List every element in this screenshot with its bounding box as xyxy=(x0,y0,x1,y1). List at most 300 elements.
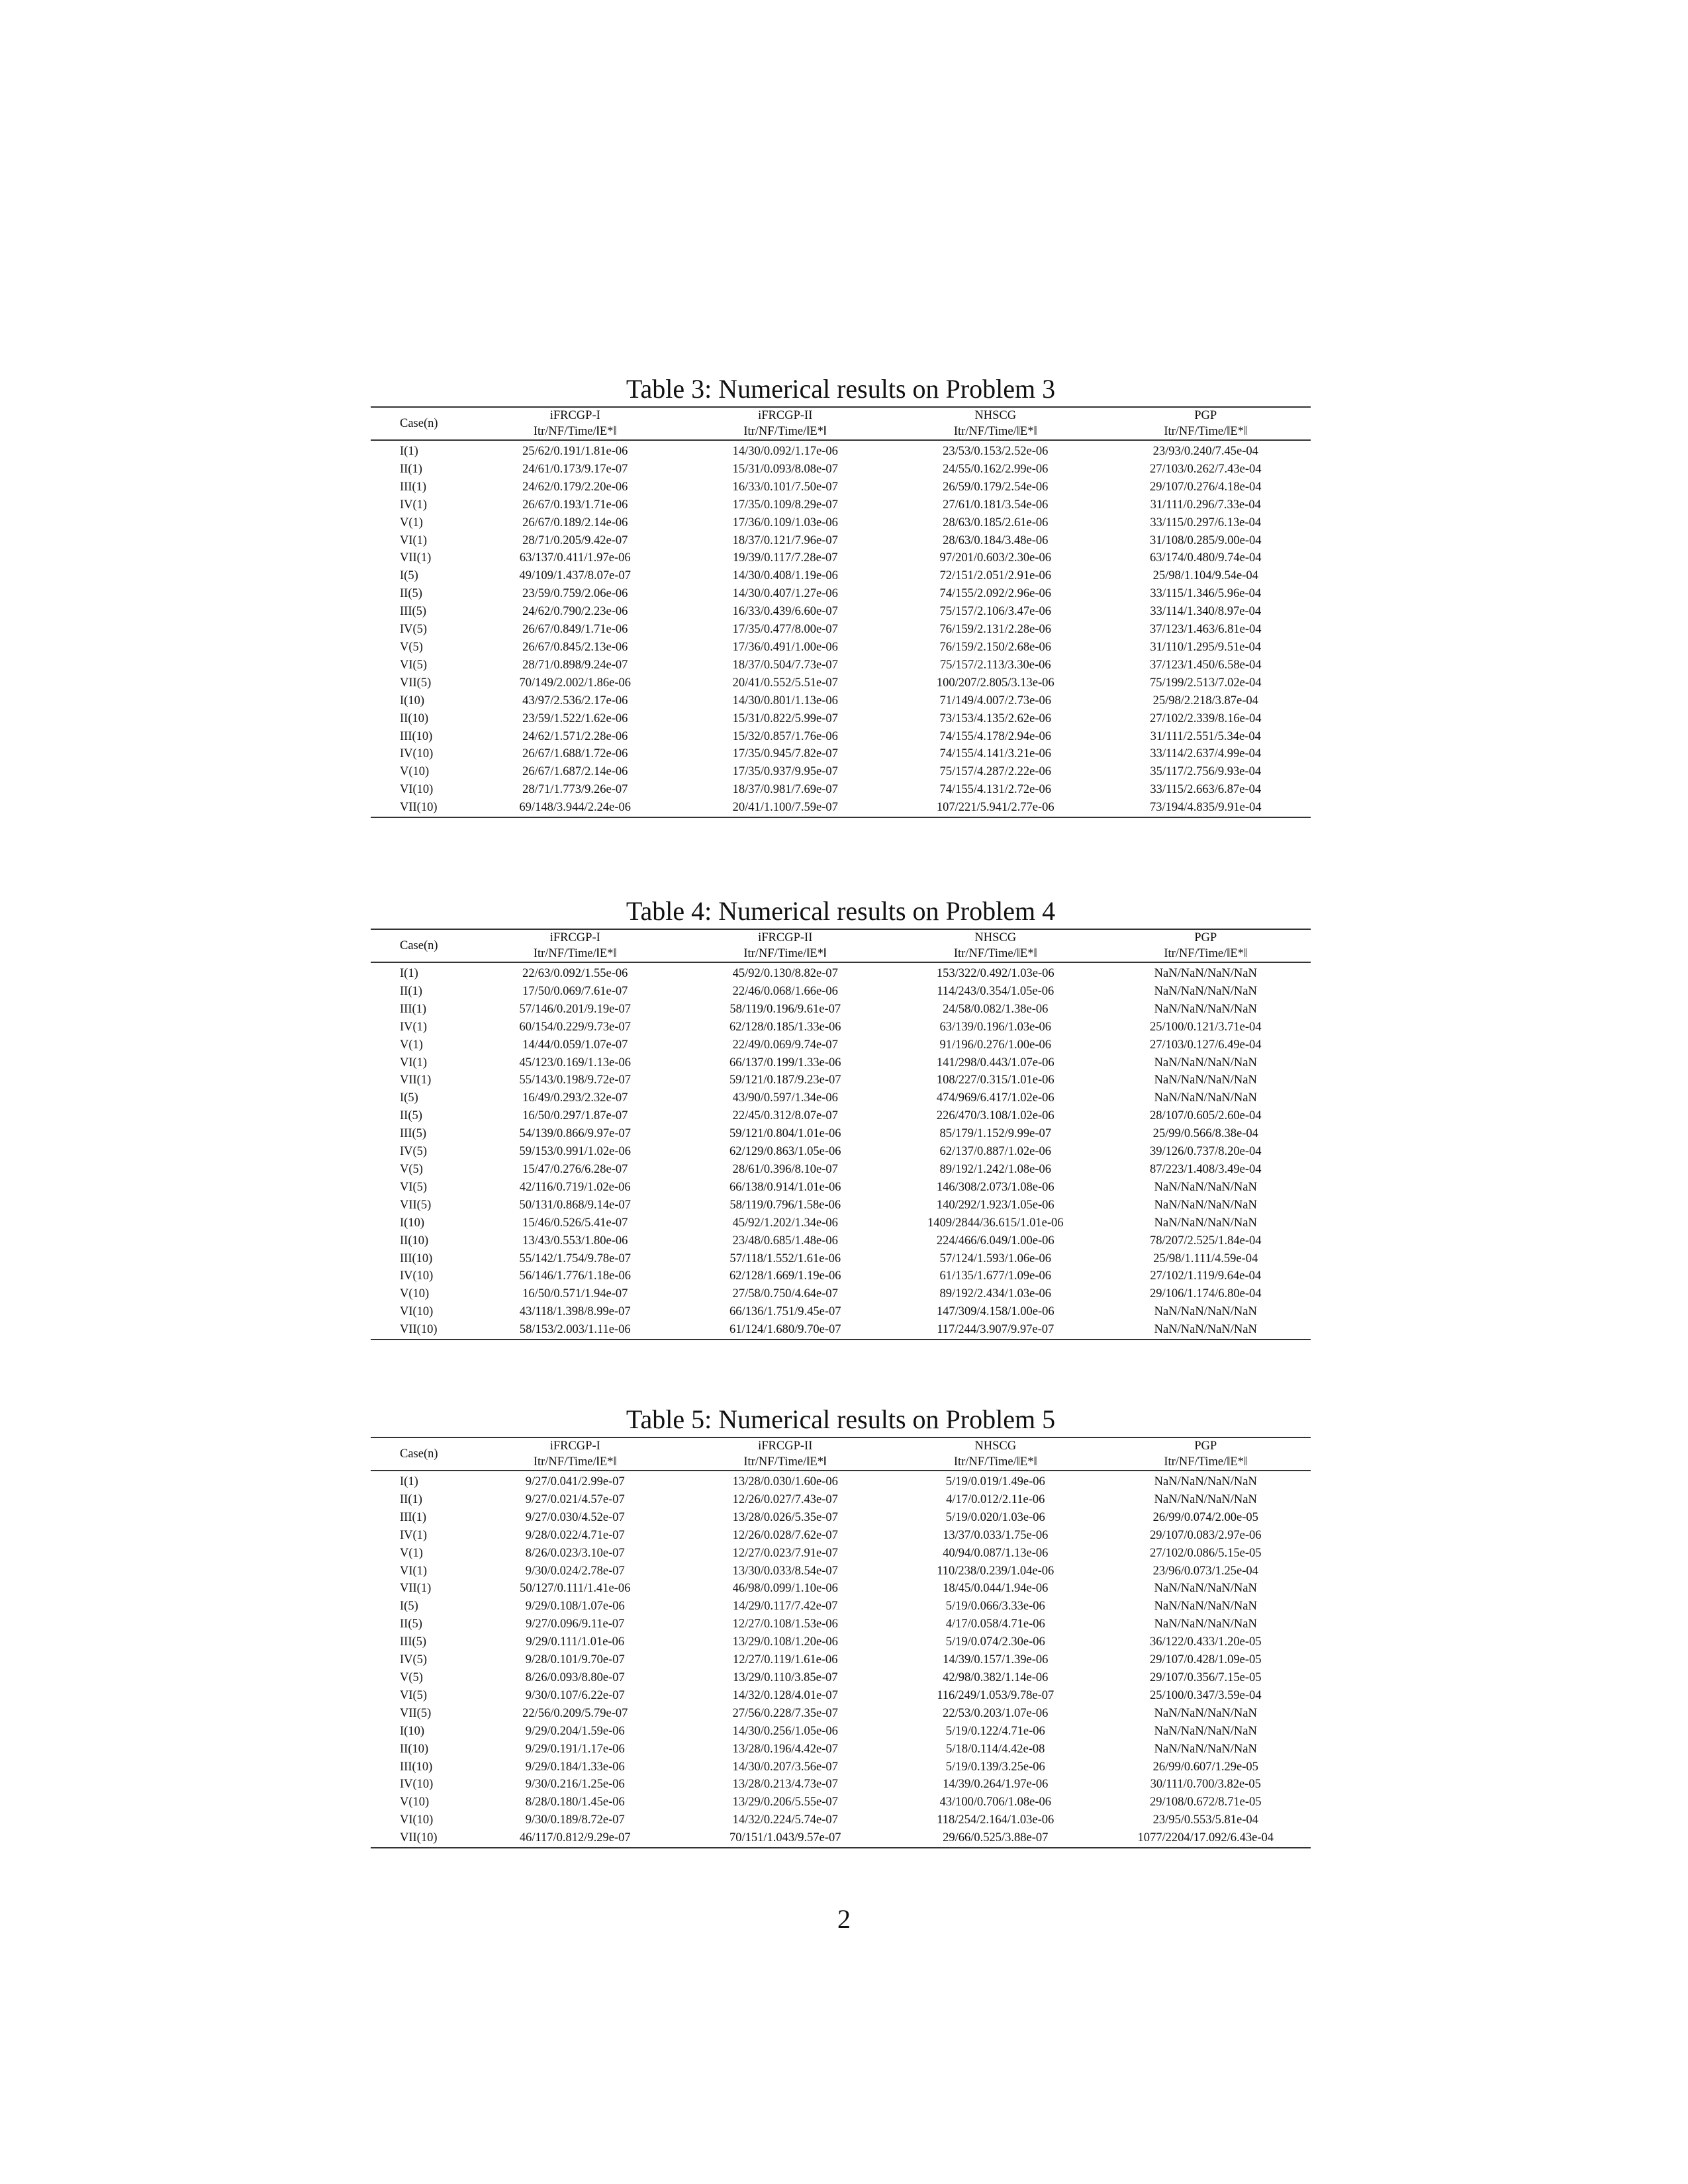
result-cell: 22/63/0.092/1.55e-06 xyxy=(522,967,628,980)
result-cell: 16/33/0.101/7.50e-07 xyxy=(732,480,838,494)
result-cell: 13/28/0.026/5.35e-07 xyxy=(732,1510,838,1524)
table-row xyxy=(371,461,1311,478)
result-cell: 153/322/0.492/1.03e-06 xyxy=(936,967,1055,980)
result-cell: 54/139/0.866/9.97e-07 xyxy=(519,1127,632,1141)
result-cell: 33/114/2.637/4.99e-04 xyxy=(1150,747,1262,761)
result-cell: 8/26/0.023/3.10e-07 xyxy=(525,1546,625,1560)
result-cell: 12/27/0.023/7.91e-07 xyxy=(732,1546,838,1560)
result-cell: 9/28/0.022/4.71e-07 xyxy=(525,1528,625,1542)
result-cell: 29/107/0.356/7.15e-05 xyxy=(1149,1670,1262,1684)
table-caption: Table 3: Numerical results on Problem 3 xyxy=(626,374,1056,404)
result-cell: 474/969/6.417/1.02e-06 xyxy=(936,1091,1055,1105)
table-row xyxy=(371,1491,1311,1509)
result-cell: 9/30/0.189/8.72e-07 xyxy=(525,1813,625,1827)
result-cell: 70/149/2.002/1.86e-06 xyxy=(519,676,632,690)
table-caption: Table 5: Numerical results on Problem 5 xyxy=(626,1404,1056,1434)
case-cell: I(10) xyxy=(400,694,424,707)
result-cell: 97/201/0.603/2.30e-06 xyxy=(939,551,1052,565)
result-cell: 1077/2204/17.092/6.43e-04 xyxy=(1137,1831,1274,1845)
result-cell: 140/292/1.923/1.05e-06 xyxy=(936,1198,1055,1212)
table-row xyxy=(371,1509,1311,1527)
result-cell: 22/56/0.209/5.79e-07 xyxy=(522,1706,628,1720)
case-cell: IV(5) xyxy=(400,1145,428,1159)
table-row xyxy=(371,728,1311,746)
case-cell: IV(5) xyxy=(400,1653,428,1667)
table-row xyxy=(371,1197,1311,1214)
case-cell: V(5) xyxy=(400,1162,423,1176)
case-cell: VII(5) xyxy=(400,1198,432,1212)
case-cell: VII(10) xyxy=(400,801,438,815)
result-cell: 25/98/1.111/4.59e-04 xyxy=(1153,1251,1258,1265)
result-cell: 71/149/4.007/2.73e-06 xyxy=(939,694,1052,707)
results-table xyxy=(371,1437,1311,1848)
result-cell: 73/194/4.835/9.91e-04 xyxy=(1149,801,1262,815)
result-cell: 26/67/0.849/1.71e-06 xyxy=(522,623,628,637)
result-cell: 42/98/0.382/1.14e-06 xyxy=(943,1670,1049,1684)
result-cell: 29/106/1.174/6.80e-04 xyxy=(1149,1287,1262,1301)
result-cell: 61/135/1.677/1.09e-06 xyxy=(939,1269,1052,1283)
result-cell: 25/98/1.104/9.54e-04 xyxy=(1152,569,1258,583)
result-cell: 9/30/0.024/2.78e-07 xyxy=(525,1564,625,1578)
result-cell: 29/66/0.525/3.88e-07 xyxy=(943,1831,1049,1845)
result-cell: 1409/2844/36.615/1.01e-06 xyxy=(927,1216,1064,1230)
result-cell: 14/39/0.157/1.39e-06 xyxy=(943,1653,1049,1667)
table-row xyxy=(371,603,1311,621)
result-cell: 22/45/0.312/8.07e-07 xyxy=(732,1109,838,1123)
result-cell: 27/61/0.181/3.54e-06 xyxy=(943,498,1049,512)
case-cell: VI(5) xyxy=(400,1688,428,1702)
result-cell: 87/223/1.408/3.49e-04 xyxy=(1149,1162,1262,1176)
result-cell: NaN/NaN/NaN/NaN xyxy=(1154,1742,1257,1756)
result-cell: 45/92/1.202/1.34e-06 xyxy=(732,1216,838,1230)
result-cell: 14/30/0.207/3.56e-07 xyxy=(732,1760,838,1774)
result-cell: 17/35/0.937/9.95e-07 xyxy=(732,765,838,779)
result-cell: 26/67/0.193/1.71e-06 xyxy=(522,498,628,512)
table-row xyxy=(371,1545,1311,1563)
result-cell: 17/35/0.477/8.00e-07 xyxy=(732,623,838,637)
result-cell: NaN/NaN/NaN/NaN xyxy=(1154,1323,1257,1337)
table-3-block xyxy=(371,375,1311,818)
table-row xyxy=(371,621,1311,639)
case-cell: VII(1) xyxy=(400,1582,432,1596)
result-cell: 15/31/0.822/5.99e-07 xyxy=(732,711,838,725)
method-header: iFRCGP-I xyxy=(549,409,600,422)
result-cell: 18/37/0.981/7.69e-07 xyxy=(732,783,838,797)
result-cell: 29/107/0.083/2.97e-06 xyxy=(1149,1528,1262,1542)
result-cell: 55/143/0.198/9.72e-07 xyxy=(519,1073,632,1087)
result-cell: 28/61/0.396/8.10e-07 xyxy=(732,1162,838,1176)
table-row xyxy=(371,1143,1311,1161)
result-cell: 60/154/0.229/9.73e-07 xyxy=(519,1020,632,1034)
result-cell: 108/227/0.315/1.01e-06 xyxy=(936,1073,1055,1087)
result-cell: 62/137/0.887/1.02e-06 xyxy=(939,1145,1052,1159)
method-header: iFRCGP-II xyxy=(758,931,813,944)
result-cell: 9/27/0.096/9.11e-07 xyxy=(526,1617,625,1631)
result-cell: NaN/NaN/NaN/NaN xyxy=(1154,1582,1257,1596)
result-cell: 9/29/0.111/1.01e-06 xyxy=(526,1635,625,1649)
table-row xyxy=(371,440,1311,461)
result-cell: 13/29/0.108/1.20e-06 xyxy=(732,1635,838,1649)
table-row xyxy=(371,674,1311,692)
table-row xyxy=(371,639,1311,657)
case-cell: III(10) xyxy=(400,1251,433,1265)
result-cell: 12/27/0.108/1.53e-06 xyxy=(732,1617,838,1631)
result-cell: 26/99/0.607/1.29e-05 xyxy=(1152,1760,1258,1774)
result-cell: 23/59/1.522/1.62e-06 xyxy=(522,711,628,725)
result-cell: 49/109/1.437/8.07e-07 xyxy=(519,569,632,583)
result-cell: 61/124/1.680/9.70e-07 xyxy=(729,1323,841,1337)
result-cell: NaN/NaN/NaN/NaN xyxy=(1154,1475,1257,1488)
table-row xyxy=(371,1527,1311,1545)
results-table xyxy=(371,929,1311,1340)
case-cell: III(1) xyxy=(400,480,427,494)
case-cell: V(5) xyxy=(400,640,423,654)
result-cell: 63/137/0.411/1.97e-06 xyxy=(519,551,631,565)
result-cell: 226/470/3.108/1.02e-06 xyxy=(936,1109,1055,1123)
table-4-block xyxy=(371,897,1311,1340)
table-row xyxy=(371,1019,1311,1036)
result-cell: 22/53/0.203/1.07e-06 xyxy=(943,1706,1049,1720)
result-cell: 20/41/1.100/7.59e-07 xyxy=(732,801,838,815)
result-cell: 43/100/0.706/1.08e-06 xyxy=(939,1796,1052,1809)
result-cell: 66/137/0.199/1.33e-06 xyxy=(729,1056,841,1069)
table-row xyxy=(371,1089,1311,1107)
result-cell: 23/59/0.759/2.06e-06 xyxy=(522,587,628,601)
case-cell: III(1) xyxy=(400,1002,427,1016)
table-row xyxy=(371,1651,1311,1669)
result-cell: 110/238/0.239/1.04e-06 xyxy=(937,1564,1055,1578)
result-cell: 45/92/0.130/8.82e-07 xyxy=(732,967,838,980)
result-cell: 18/45/0.044/1.94e-06 xyxy=(943,1582,1049,1596)
method-header: PGP xyxy=(1194,409,1217,422)
result-cell: NaN/NaN/NaN/NaN xyxy=(1154,1180,1257,1194)
case-cell: V(5) xyxy=(400,1670,423,1684)
case-cell: VII(10) xyxy=(400,1323,438,1337)
result-cell: 18/37/0.121/7.96e-07 xyxy=(732,533,838,547)
result-cell: NaN/NaN/NaN/NaN xyxy=(1154,1091,1257,1105)
result-cell: 9/29/0.108/1.07e-06 xyxy=(525,1600,625,1614)
result-cell: 114/243/0.354/1.05e-06 xyxy=(937,984,1055,998)
table-row xyxy=(371,1687,1311,1705)
result-cell: 14/30/0.408/1.19e-06 xyxy=(732,569,838,583)
case-cell: VII(5) xyxy=(400,676,432,690)
case-cell: VI(1) xyxy=(400,1056,428,1069)
result-cell: 57/118/1.552/1.61e-06 xyxy=(729,1251,841,1265)
result-cell: 74/155/4.141/3.21e-06 xyxy=(939,747,1052,761)
result-cell: 147/309/4.158/1.00e-06 xyxy=(936,1305,1055,1319)
case-cell: VI(1) xyxy=(400,1564,428,1578)
table-row xyxy=(371,1321,1311,1340)
table-row xyxy=(371,1125,1311,1143)
method-header: iFRCGP-II xyxy=(758,1439,813,1453)
table-row xyxy=(371,478,1311,496)
result-cell: 13/30/0.033/8.54e-07 xyxy=(732,1564,838,1578)
result-cell: 66/136/1.751/9.45e-07 xyxy=(729,1305,841,1319)
table-row xyxy=(371,1811,1311,1829)
table-row xyxy=(371,1001,1311,1019)
result-cell: 13/29/0.110/3.85e-07 xyxy=(732,1670,838,1684)
case-column-header: Case(n) xyxy=(400,417,438,430)
result-cell: 59/121/0.187/9.23e-07 xyxy=(729,1073,841,1087)
table-row xyxy=(371,763,1311,781)
metric-subheader: Itr/NF/Time/‖E*‖ xyxy=(1164,425,1248,438)
result-cell: 27/102/0.086/5.15e-05 xyxy=(1149,1546,1262,1560)
table-row xyxy=(371,1723,1311,1741)
table-row xyxy=(371,1471,1311,1491)
case-column-header: Case(n) xyxy=(400,939,438,952)
result-cell: NaN/NaN/NaN/NaN xyxy=(1154,984,1257,998)
result-cell: 37/123/1.450/6.58e-04 xyxy=(1149,658,1262,672)
metric-subheader: Itr/NF/Time/‖E*‖ xyxy=(1164,1455,1248,1469)
result-cell: 36/122/0.433/1.20e-05 xyxy=(1149,1635,1262,1649)
result-cell: 24/55/0.162/2.99e-06 xyxy=(943,462,1049,476)
result-cell: 27/58/0.750/4.64e-07 xyxy=(732,1287,838,1301)
table-row xyxy=(371,1107,1311,1125)
table-row xyxy=(371,710,1311,728)
method-header: NHSCG xyxy=(974,931,1017,944)
result-cell: 75/157/4.287/2.22e-06 xyxy=(939,765,1052,779)
case-cell: V(10) xyxy=(400,765,430,779)
result-cell: 28/63/0.184/3.48e-06 xyxy=(943,533,1049,547)
result-cell: 14/44/0.059/1.07e-07 xyxy=(522,1038,628,1052)
table-row xyxy=(371,1829,1311,1848)
table-row xyxy=(371,1741,1311,1758)
case-cell: II(1) xyxy=(400,1492,422,1506)
result-cell: 89/192/1.242/1.08e-06 xyxy=(939,1162,1052,1176)
method-header: iFRCGP-II xyxy=(758,409,813,422)
header-row-metrics xyxy=(371,1454,1311,1471)
table-row xyxy=(371,1615,1311,1633)
metric-subheader: Itr/NF/Time/‖E*‖ xyxy=(953,1455,1037,1469)
result-cell: 9/29/0.204/1.59e-06 xyxy=(525,1724,625,1738)
table-row xyxy=(371,781,1311,799)
result-cell: 29/107/0.276/4.18e-04 xyxy=(1149,480,1262,494)
result-cell: 25/62/0.191/1.81e-06 xyxy=(522,445,628,458)
result-cell: 25/99/0.566/8.38e-04 xyxy=(1152,1127,1258,1141)
case-cell: VI(5) xyxy=(400,1180,428,1194)
result-cell: 5/18/0.114/4.42e-08 xyxy=(946,1742,1045,1756)
result-cell: 43/118/1.398/8.99e-07 xyxy=(519,1305,631,1319)
result-cell: 24/62/0.179/2.20e-06 xyxy=(522,480,628,494)
result-cell: 30/111/0.700/3.82e-05 xyxy=(1150,1778,1261,1792)
result-cell: 25/100/0.121/3.71e-04 xyxy=(1149,1020,1262,1034)
result-cell: 9/27/0.021/4.57e-07 xyxy=(525,1492,625,1506)
metric-subheader: Itr/NF/Time/‖E*‖ xyxy=(743,1455,827,1469)
result-cell: 23/93/0.240/7.45e-04 xyxy=(1152,445,1258,458)
result-cell: 74/155/2.092/2.96e-06 xyxy=(939,587,1052,601)
table-row xyxy=(371,567,1311,585)
result-cell: 14/29/0.117/7.42e-07 xyxy=(732,1600,838,1614)
result-cell: 46/117/0.812/9.29e-07 xyxy=(519,1831,631,1845)
table-caption: Table 4: Numerical results on Problem 4 xyxy=(626,896,1056,926)
header-row-methods xyxy=(371,1437,1311,1454)
table-row xyxy=(371,657,1311,674)
result-cell: 107/221/5.941/2.77e-06 xyxy=(936,801,1055,815)
result-cell: 17/35/0.945/7.82e-07 xyxy=(732,747,838,761)
table-row xyxy=(371,1633,1311,1651)
case-column-header: Case(n) xyxy=(400,1447,438,1461)
case-cell: VI(1) xyxy=(400,533,428,547)
table-row xyxy=(371,1250,1311,1268)
result-cell: 75/157/2.113/3.30e-06 xyxy=(939,658,1051,672)
case-cell: I(10) xyxy=(400,1216,424,1230)
result-cell: NaN/NaN/NaN/NaN xyxy=(1154,1617,1257,1631)
result-cell: 116/249/1.053/9.78e-07 xyxy=(937,1688,1055,1702)
result-cell: 13/29/0.206/5.55e-07 xyxy=(732,1796,838,1809)
result-cell: 57/146/0.201/9.19e-07 xyxy=(519,1002,632,1016)
result-cell: 58/119/0.796/1.58e-06 xyxy=(729,1198,841,1212)
table-row xyxy=(371,983,1311,1001)
result-cell: 26/67/1.687/2.14e-06 xyxy=(522,765,628,779)
result-cell: 85/179/1.152/9.99e-07 xyxy=(939,1127,1052,1141)
result-cell: 22/49/0.069/9.74e-07 xyxy=(732,1038,838,1052)
result-cell: 28/71/1.773/9.26e-07 xyxy=(522,783,628,797)
table-row xyxy=(371,1758,1311,1776)
result-cell: 63/174/0.480/9.74e-04 xyxy=(1149,551,1262,565)
result-cell: 13/28/0.030/1.60e-06 xyxy=(732,1475,838,1488)
case-cell: I(5) xyxy=(400,1091,418,1105)
result-cell: 69/148/3.944/2.24e-06 xyxy=(519,801,632,815)
result-cell: 28/71/0.205/9.42e-07 xyxy=(522,533,628,547)
result-cell: 27/103/0.262/7.43e-04 xyxy=(1149,462,1262,476)
result-cell: 27/103/0.127/6.49e-04 xyxy=(1149,1038,1262,1052)
table-5-block xyxy=(371,1405,1311,1848)
results-table xyxy=(371,406,1311,818)
result-cell: 12/26/0.027/7.43e-07 xyxy=(732,1492,838,1506)
result-cell: 43/97/2.536/2.17e-06 xyxy=(522,694,628,707)
case-cell: VI(5) xyxy=(400,658,428,672)
result-cell: 31/110/1.295/9.51e-04 xyxy=(1150,640,1262,654)
metric-subheader: Itr/NF/Time/‖E*‖ xyxy=(743,425,827,438)
case-cell: IV(1) xyxy=(400,1020,428,1034)
result-cell: 43/90/0.597/1.34e-06 xyxy=(732,1091,838,1105)
result-cell: 74/155/4.178/2.94e-06 xyxy=(939,729,1052,743)
result-cell: 16/50/0.297/1.87e-07 xyxy=(522,1109,628,1123)
result-cell: 76/159/2.131/2.28e-06 xyxy=(939,623,1052,637)
result-cell: 78/207/2.525/1.84e-04 xyxy=(1149,1234,1262,1248)
case-cell: II(10) xyxy=(400,1234,429,1248)
result-cell: 15/46/0.526/5.41e-07 xyxy=(522,1216,628,1230)
header-row-metrics xyxy=(371,424,1311,440)
case-cell: V(1) xyxy=(400,1546,423,1560)
result-cell: 16/50/0.571/1.94e-07 xyxy=(522,1287,628,1301)
result-cell: 23/53/0.153/2.52e-06 xyxy=(943,445,1049,458)
case-cell: I(1) xyxy=(400,445,418,458)
case-cell: I(10) xyxy=(400,1724,424,1738)
result-cell: 15/32/0.857/1.76e-06 xyxy=(732,729,838,743)
table-row xyxy=(371,514,1311,532)
result-cell: 9/29/0.191/1.17e-06 xyxy=(525,1742,625,1756)
metric-subheader: Itr/NF/Time/‖E*‖ xyxy=(1164,947,1248,960)
result-cell: 76/159/2.150/2.68e-06 xyxy=(939,640,1052,654)
header-row-methods xyxy=(371,929,1311,946)
header-row-methods xyxy=(371,407,1311,424)
result-cell: NaN/NaN/NaN/NaN xyxy=(1154,1305,1257,1319)
table-row xyxy=(371,549,1311,567)
result-cell: 18/37/0.504/7.73e-07 xyxy=(732,658,838,672)
result-cell: 42/116/0.719/1.02e-06 xyxy=(519,1180,631,1194)
result-cell: 89/192/2.434/1.03e-06 xyxy=(939,1287,1052,1301)
result-cell: 35/117/2.756/9.93e-04 xyxy=(1150,765,1262,779)
result-cell: 9/30/0.216/1.25e-06 xyxy=(525,1778,625,1792)
result-cell: 13/43/0.553/1.80e-06 xyxy=(522,1234,628,1248)
result-cell: 28/71/0.898/9.24e-07 xyxy=(522,658,628,672)
result-cell: 17/36/0.491/1.00e-06 xyxy=(732,640,838,654)
table-row xyxy=(371,1794,1311,1811)
result-cell: NaN/NaN/NaN/NaN xyxy=(1154,1073,1257,1087)
method-header: NHSCG xyxy=(974,409,1017,422)
result-cell: NaN/NaN/NaN/NaN xyxy=(1154,1724,1257,1738)
result-cell: 26/67/0.189/2.14e-06 xyxy=(522,516,628,529)
table-row xyxy=(371,1161,1311,1179)
table-row xyxy=(371,1071,1311,1089)
result-cell: 45/123/0.169/1.13e-06 xyxy=(519,1056,632,1069)
result-cell: NaN/NaN/NaN/NaN xyxy=(1154,1706,1257,1720)
result-cell: 62/128/0.185/1.33e-06 xyxy=(729,1020,841,1034)
result-cell: 9/30/0.107/6.22e-07 xyxy=(525,1688,625,1702)
result-cell: 33/115/2.663/6.87e-04 xyxy=(1150,783,1262,797)
method-header: NHSCG xyxy=(974,1439,1017,1453)
case-cell: IV(10) xyxy=(400,1269,434,1283)
table-row xyxy=(371,1036,1311,1054)
table-row xyxy=(371,1669,1311,1687)
result-cell: 5/19/0.122/4.71e-06 xyxy=(945,1724,1045,1738)
result-cell: 56/146/1.776/1.18e-06 xyxy=(519,1269,632,1283)
case-cell: V(10) xyxy=(400,1287,430,1301)
result-cell: 14/30/0.801/1.13e-06 xyxy=(732,694,838,707)
result-cell: 23/48/0.685/1.48e-06 xyxy=(732,1234,838,1248)
table-row xyxy=(371,1563,1311,1580)
case-cell: III(10) xyxy=(400,1760,433,1774)
result-cell: 8/28/0.180/1.45e-06 xyxy=(525,1796,625,1809)
method-header: iFRCGP-I xyxy=(549,931,600,944)
result-cell: 24/58/0.082/1.38e-06 xyxy=(943,1002,1049,1016)
result-cell: 17/35/0.109/8.29e-07 xyxy=(732,498,838,512)
result-cell: 4/17/0.058/4.71e-06 xyxy=(945,1617,1045,1631)
result-cell: 14/30/0.407/1.27e-06 xyxy=(732,587,838,601)
result-cell: 17/36/0.109/1.03e-06 xyxy=(732,516,838,529)
table-row xyxy=(371,1580,1311,1598)
case-cell: VI(10) xyxy=(400,1305,434,1319)
table-row xyxy=(371,1303,1311,1321)
result-cell: 9/28/0.101/9.70e-07 xyxy=(525,1653,625,1667)
result-cell: 50/131/0.868/9.14e-07 xyxy=(519,1198,632,1212)
result-cell: 46/98/0.099/1.10e-06 xyxy=(732,1582,838,1596)
result-cell: 14/32/0.128/4.01e-07 xyxy=(732,1688,838,1702)
result-cell: 27/102/1.119/9.64e-04 xyxy=(1150,1269,1262,1283)
case-cell: VII(10) xyxy=(400,1831,438,1845)
metric-subheader: Itr/NF/Time/‖E*‖ xyxy=(953,425,1037,438)
case-cell: IV(5) xyxy=(400,623,428,637)
result-cell: 70/151/1.043/9.57e-07 xyxy=(729,1831,841,1845)
table-row xyxy=(371,1285,1311,1303)
case-cell: III(5) xyxy=(400,1635,427,1649)
case-cell: V(1) xyxy=(400,1038,423,1052)
result-cell: 33/115/0.297/6.13e-04 xyxy=(1150,516,1262,529)
result-cell: 22/46/0.068/1.66e-06 xyxy=(732,984,838,998)
case-cell: IV(10) xyxy=(400,747,434,761)
case-cell: II(1) xyxy=(400,984,422,998)
result-cell: 27/102/2.339/8.16e-04 xyxy=(1149,711,1262,725)
result-cell: 117/244/3.907/9.97e-07 xyxy=(937,1323,1055,1337)
result-cell: 28/63/0.185/2.61e-06 xyxy=(943,516,1049,529)
result-cell: 5/19/0.074/2.30e-06 xyxy=(945,1635,1045,1649)
result-cell: 141/298/0.443/1.07e-06 xyxy=(936,1056,1055,1069)
result-cell: 13/28/0.196/4.42e-07 xyxy=(732,1742,838,1756)
table-row xyxy=(371,1232,1311,1250)
case-cell: VII(5) xyxy=(400,1706,432,1720)
result-cell: 75/157/2.106/3.47e-06 xyxy=(939,605,1052,619)
